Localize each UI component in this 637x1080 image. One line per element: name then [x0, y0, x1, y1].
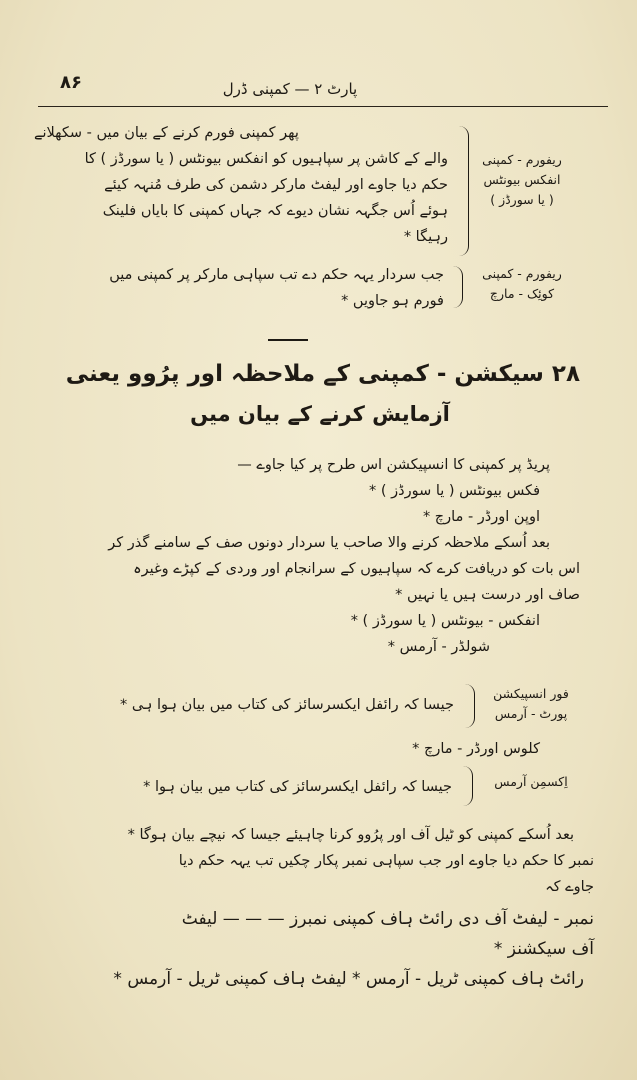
- body1-text: [30, 452, 580, 660]
- margin-line: ( یا سورڈز ): [490, 192, 554, 207]
- text-line: جاوے کہ: [545, 879, 594, 895]
- text-line: رہیگا *: [403, 229, 448, 245]
- margin-line: ریفورم - کمپنی: [482, 152, 562, 167]
- running-header: پارٹ ۲ — کمپنی ڈرل: [222, 80, 358, 98]
- block3-margin-note: [476, 684, 586, 724]
- text-line: بعد اُسکے کمپنی کو ٹیل آف اور پرُوو کرنا چاہیئے جیسا کہ نیچے بیان ہوگا *: [127, 827, 574, 843]
- text-line: اس بات کو دریافت کرے کہ سپاہیوں کے سرانجام اور وردی کے کپڑے وغیرہ: [133, 561, 580, 577]
- block3-text: [40, 692, 454, 718]
- margin-line: پورٹ - آرمس: [494, 706, 568, 721]
- text-line: والے کے کاشن پر سپاہیوں کو انفکس بیونٹس ( یا سورڈز ) کا: [84, 151, 448, 167]
- text-line: انفکس - بیونٹس ( یا سورڈز ) *: [350, 613, 540, 629]
- text-line: کلوس اورڈر - مارچ *: [412, 741, 540, 757]
- text-line: پھر کمپنی فورم کرنے کے بیان میں - سکھلانے: [34, 125, 299, 141]
- margin-line: انفکس بیونٹس: [483, 172, 561, 187]
- text-line: فکس بیونٹس ( یا سورڈز ) *: [369, 483, 540, 499]
- text-line: جب سردار یہہ حکم دے تب سپاہی مارکر پر کمپنی میں: [109, 267, 444, 283]
- margin-line: کوئِک - مارچ: [489, 286, 555, 301]
- text-line: جیسا کہ رائفل ایکسرسائز کی کتاب میں بیان ہوا ہی *: [119, 697, 454, 713]
- text-line: ہوئے اُس جگہہ نشان دیوے کہ جہاں کمپنی کا بایاں فلینک: [102, 203, 448, 219]
- block4-text: [40, 774, 452, 800]
- text-line: شولڈر - آرمس *: [387, 639, 490, 655]
- block1-text: [34, 120, 448, 250]
- text-line: صاف اور درست ہیں یا نہیں *: [395, 587, 580, 603]
- margin-line: ریفورم - کمپنی: [482, 266, 562, 281]
- text-line: رائٹ ہاف کمپنی ٹریل - آرمس * لیفٹ ہاف کمپنی ٹریل - آرمس *: [113, 969, 584, 989]
- block1-margin-note: [466, 150, 578, 210]
- text-line: نمبر کا حکم دیا جاوے اور جب سپاہی نمبر پکار چکیں تب یہہ حکم دیا: [178, 853, 594, 869]
- text-line: بعد اُسکے ملاحظہ کرنے والا صاحب یا سردار دونوں صف کے سامنے گذر کر: [108, 535, 550, 551]
- block2-brace: [452, 266, 463, 308]
- body4-text: [30, 904, 594, 994]
- block4-brace: [462, 766, 473, 806]
- text-line: فورم ہو جاویں *: [341, 293, 444, 309]
- text-line: حکم دیا جاوے اور لیفٹ مارکر دشمن کی طرف مُنہہ کیئے: [104, 177, 448, 193]
- block2-text: [34, 262, 444, 314]
- body3-text: [24, 822, 594, 900]
- text-line: آف سیکشنز *: [493, 939, 594, 959]
- block1-brace: [458, 126, 469, 256]
- block2-margin-note: [466, 264, 578, 304]
- header-rule: [38, 106, 608, 107]
- text-line: جیسا کہ رائفل ایکسرسائز کی کتاب میں بیان ہوا *: [143, 779, 452, 795]
- margin-line: اِکسمِن آرمس: [494, 774, 568, 789]
- page-number: ۸۶: [60, 72, 82, 93]
- block4-margin-note: [476, 772, 586, 792]
- section-title: ۲۸ سیکشن - کمپنی کے ملاحظہ اور پرُوو یعنی: [65, 361, 580, 387]
- margin-line: فور انسپیکشن: [493, 686, 569, 701]
- section-divider: [268, 339, 308, 341]
- text-line: پریڈ پر کمپنی کا انسپیکشن اس طرح پر کیا جاوے —: [237, 457, 550, 473]
- text-line: نمبر - لیفٹ آف دی رائٹ ہاف کمپنی نمبرز — — — لیفٹ: [181, 909, 594, 929]
- section-subtitle: آزمایش کرنے کے بیان میں: [190, 402, 450, 426]
- body2-text: [30, 736, 540, 762]
- block3-brace: [464, 684, 475, 728]
- text-line: اوپن اورڈر - مارچ *: [422, 509, 540, 525]
